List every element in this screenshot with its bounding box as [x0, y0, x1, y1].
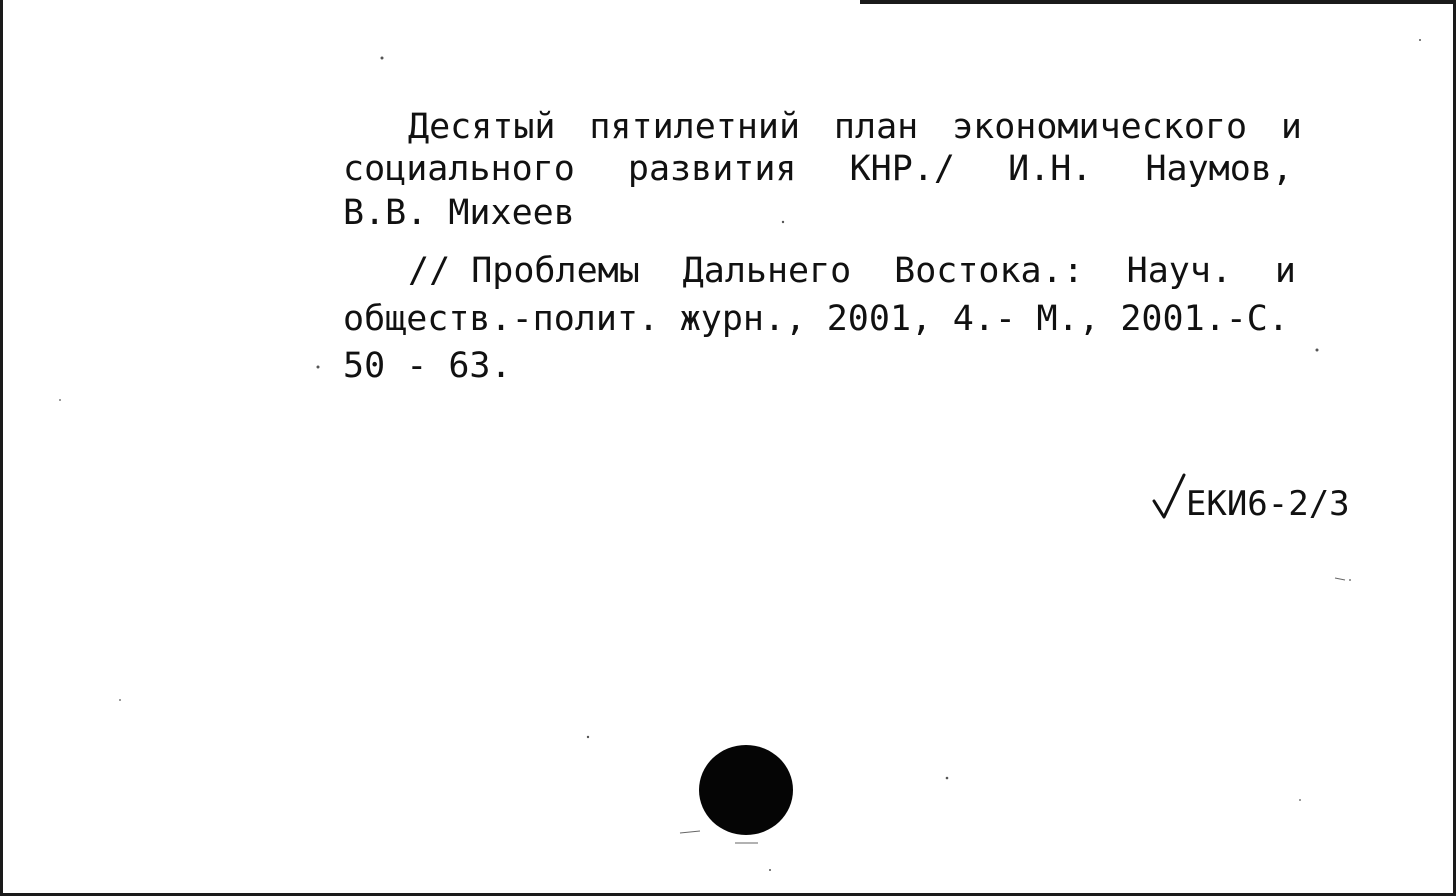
word: 4.- — [952, 299, 1016, 339]
word: журн., — [679, 299, 807, 339]
word: обществ.-полит. — [343, 299, 660, 339]
title-line-1 — [408, 107, 1302, 147]
word: // Проблемы — [408, 251, 640, 291]
word: Востока.: — [894, 251, 1084, 291]
word: план — [833, 107, 919, 147]
word: и — [1274, 251, 1296, 291]
word: и — [1280, 107, 1302, 147]
word: Науч. — [1126, 251, 1233, 291]
pages-line: 50 - 63. — [343, 346, 512, 386]
source-line-1 — [408, 251, 1296, 291]
word: Дальнего — [682, 251, 852, 291]
authors-line: В.В. Михеев — [343, 193, 575, 233]
word: 2001.-С. — [1120, 299, 1289, 339]
word: КНР./ — [849, 149, 955, 189]
check-mark-icon — [1152, 471, 1186, 521]
word: 2001, — [826, 299, 933, 339]
source-line-2 — [343, 299, 1289, 339]
word: Десятый — [408, 107, 556, 147]
punch-hole — [699, 745, 793, 835]
word: развития — [627, 149, 797, 189]
word: Наумов, — [1145, 149, 1293, 189]
shelfmark-code: ЕКИ6-2/3 — [1185, 484, 1350, 524]
word: пятилетний — [589, 107, 801, 147]
shelfmark — [1070, 437, 1350, 555]
word: экономического — [952, 107, 1248, 147]
word: социального — [343, 149, 575, 189]
word: М., — [1036, 299, 1100, 339]
title-line-2 — [343, 149, 1293, 189]
word: И.Н. — [1008, 149, 1093, 189]
